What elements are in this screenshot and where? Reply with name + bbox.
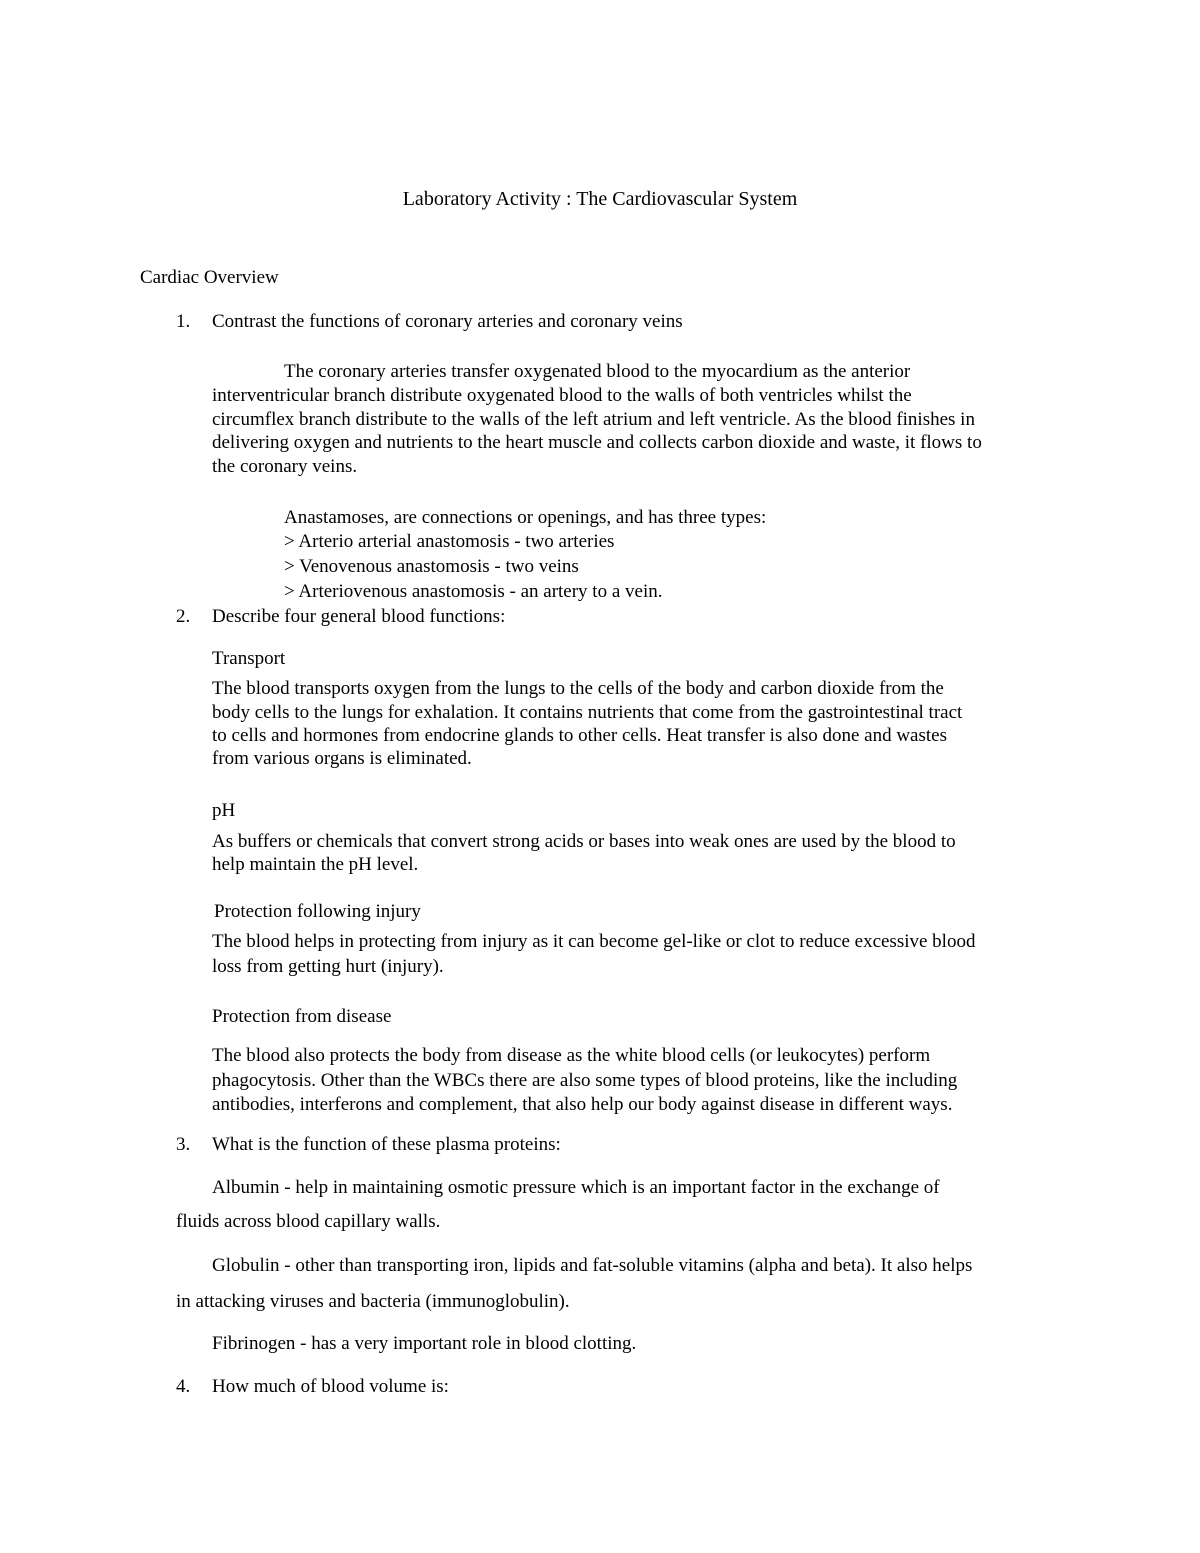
- answer-line: interventricular branch distribute oxygenated blood to the walls of both ventricles whilst the: [212, 385, 912, 406]
- subheading-injury: Protection following injury: [214, 901, 421, 922]
- albumin-line: fluids across blood capillary walls.: [176, 1211, 441, 1232]
- answer-line: from various organs is eliminated.: [212, 748, 472, 769]
- answer-line: The blood helps in protecting from injury as it can become gel-like or clot to reduce excessive blood: [212, 931, 976, 952]
- answer-line: help maintain the pH level.: [212, 854, 419, 875]
- document-title: Laboratory Activity : The Cardiovascular System: [402, 188, 798, 210]
- answer-line: to cells and hormones from endocrine glands to other cells. Heat transfer is also done and wastes: [212, 725, 947, 746]
- question-text: What is the function of these plasma proteins:: [212, 1134, 561, 1155]
- anastomoses-line: > Arteriovenous anastomosis - an artery to a vein.: [284, 581, 663, 602]
- subheading-disease: Protection from disease: [212, 1006, 392, 1027]
- answer-line: The blood transports oxygen from the lungs to the cells of the body and carbon dioxide from the: [212, 678, 944, 699]
- answer-line: phagocytosis. Other than the WBCs there are also some types of blood proteins, like the including: [212, 1070, 958, 1091]
- question-number: 2.: [176, 606, 191, 627]
- answer-line: The coronary arteries transfer oxygenated blood to the myocardium as the anterior: [284, 361, 911, 382]
- globulin-line: in attacking viruses and bacteria (immunoglobulin).: [176, 1291, 570, 1312]
- answer-line: delivering oxygen and nutrients to the heart muscle and collects carbon dioxide and waste, it flows to: [212, 432, 982, 453]
- fibrinogen-line: Fibrinogen - has a very important role in blood clotting.: [212, 1333, 637, 1354]
- anastomoses-line: > Venovenous anastomosis - two veins: [284, 556, 579, 577]
- answer-line: circumflex branch distribute to the walls of the left atrium and left ventricle. As the blood finishes in: [212, 409, 975, 430]
- anastomoses-line: Anastamoses, are connections or openings, and has three types:: [284, 507, 767, 528]
- section-heading: Cardiac Overview: [140, 267, 279, 288]
- answer-line: As buffers or chemicals that convert strong acids or bases into weak ones are used by the blood to: [212, 831, 956, 852]
- anastomoses-line: > Arterio arterial anastomosis - two arteries: [284, 531, 615, 552]
- question-number: 4.: [176, 1376, 191, 1397]
- answer-line: antibodies, interferons and complement, that also help our body against disease in different ways.: [212, 1094, 953, 1115]
- question-text: How much of blood volume is:: [212, 1376, 449, 1397]
- question-number: 1.: [176, 311, 191, 332]
- question-number: 3.: [176, 1134, 191, 1155]
- answer-line: the coronary veins.: [212, 456, 358, 477]
- answer-line: body cells to the lungs for exhalation. It contains nutrients that come from the gastrointestinal tract: [212, 702, 963, 723]
- subheading-ph: pH: [212, 800, 236, 821]
- answer-line: loss from getting hurt (injury).: [212, 956, 444, 977]
- question-text: Contrast the functions of coronary arteries and coronary veins: [212, 311, 683, 332]
- answer-line: The blood also protects the body from disease as the white blood cells (or leukocytes) perform: [212, 1045, 931, 1066]
- albumin-line: Albumin - help in maintaining osmotic pressure which is an important factor in the exchange of: [212, 1177, 940, 1198]
- globulin-line: Globulin - other than transporting iron, lipids and fat-soluble vitamins (alpha and beta). It also helps: [212, 1255, 973, 1276]
- question-text: Describe four general blood functions:: [212, 606, 506, 627]
- subheading-transport: Transport: [212, 648, 286, 669]
